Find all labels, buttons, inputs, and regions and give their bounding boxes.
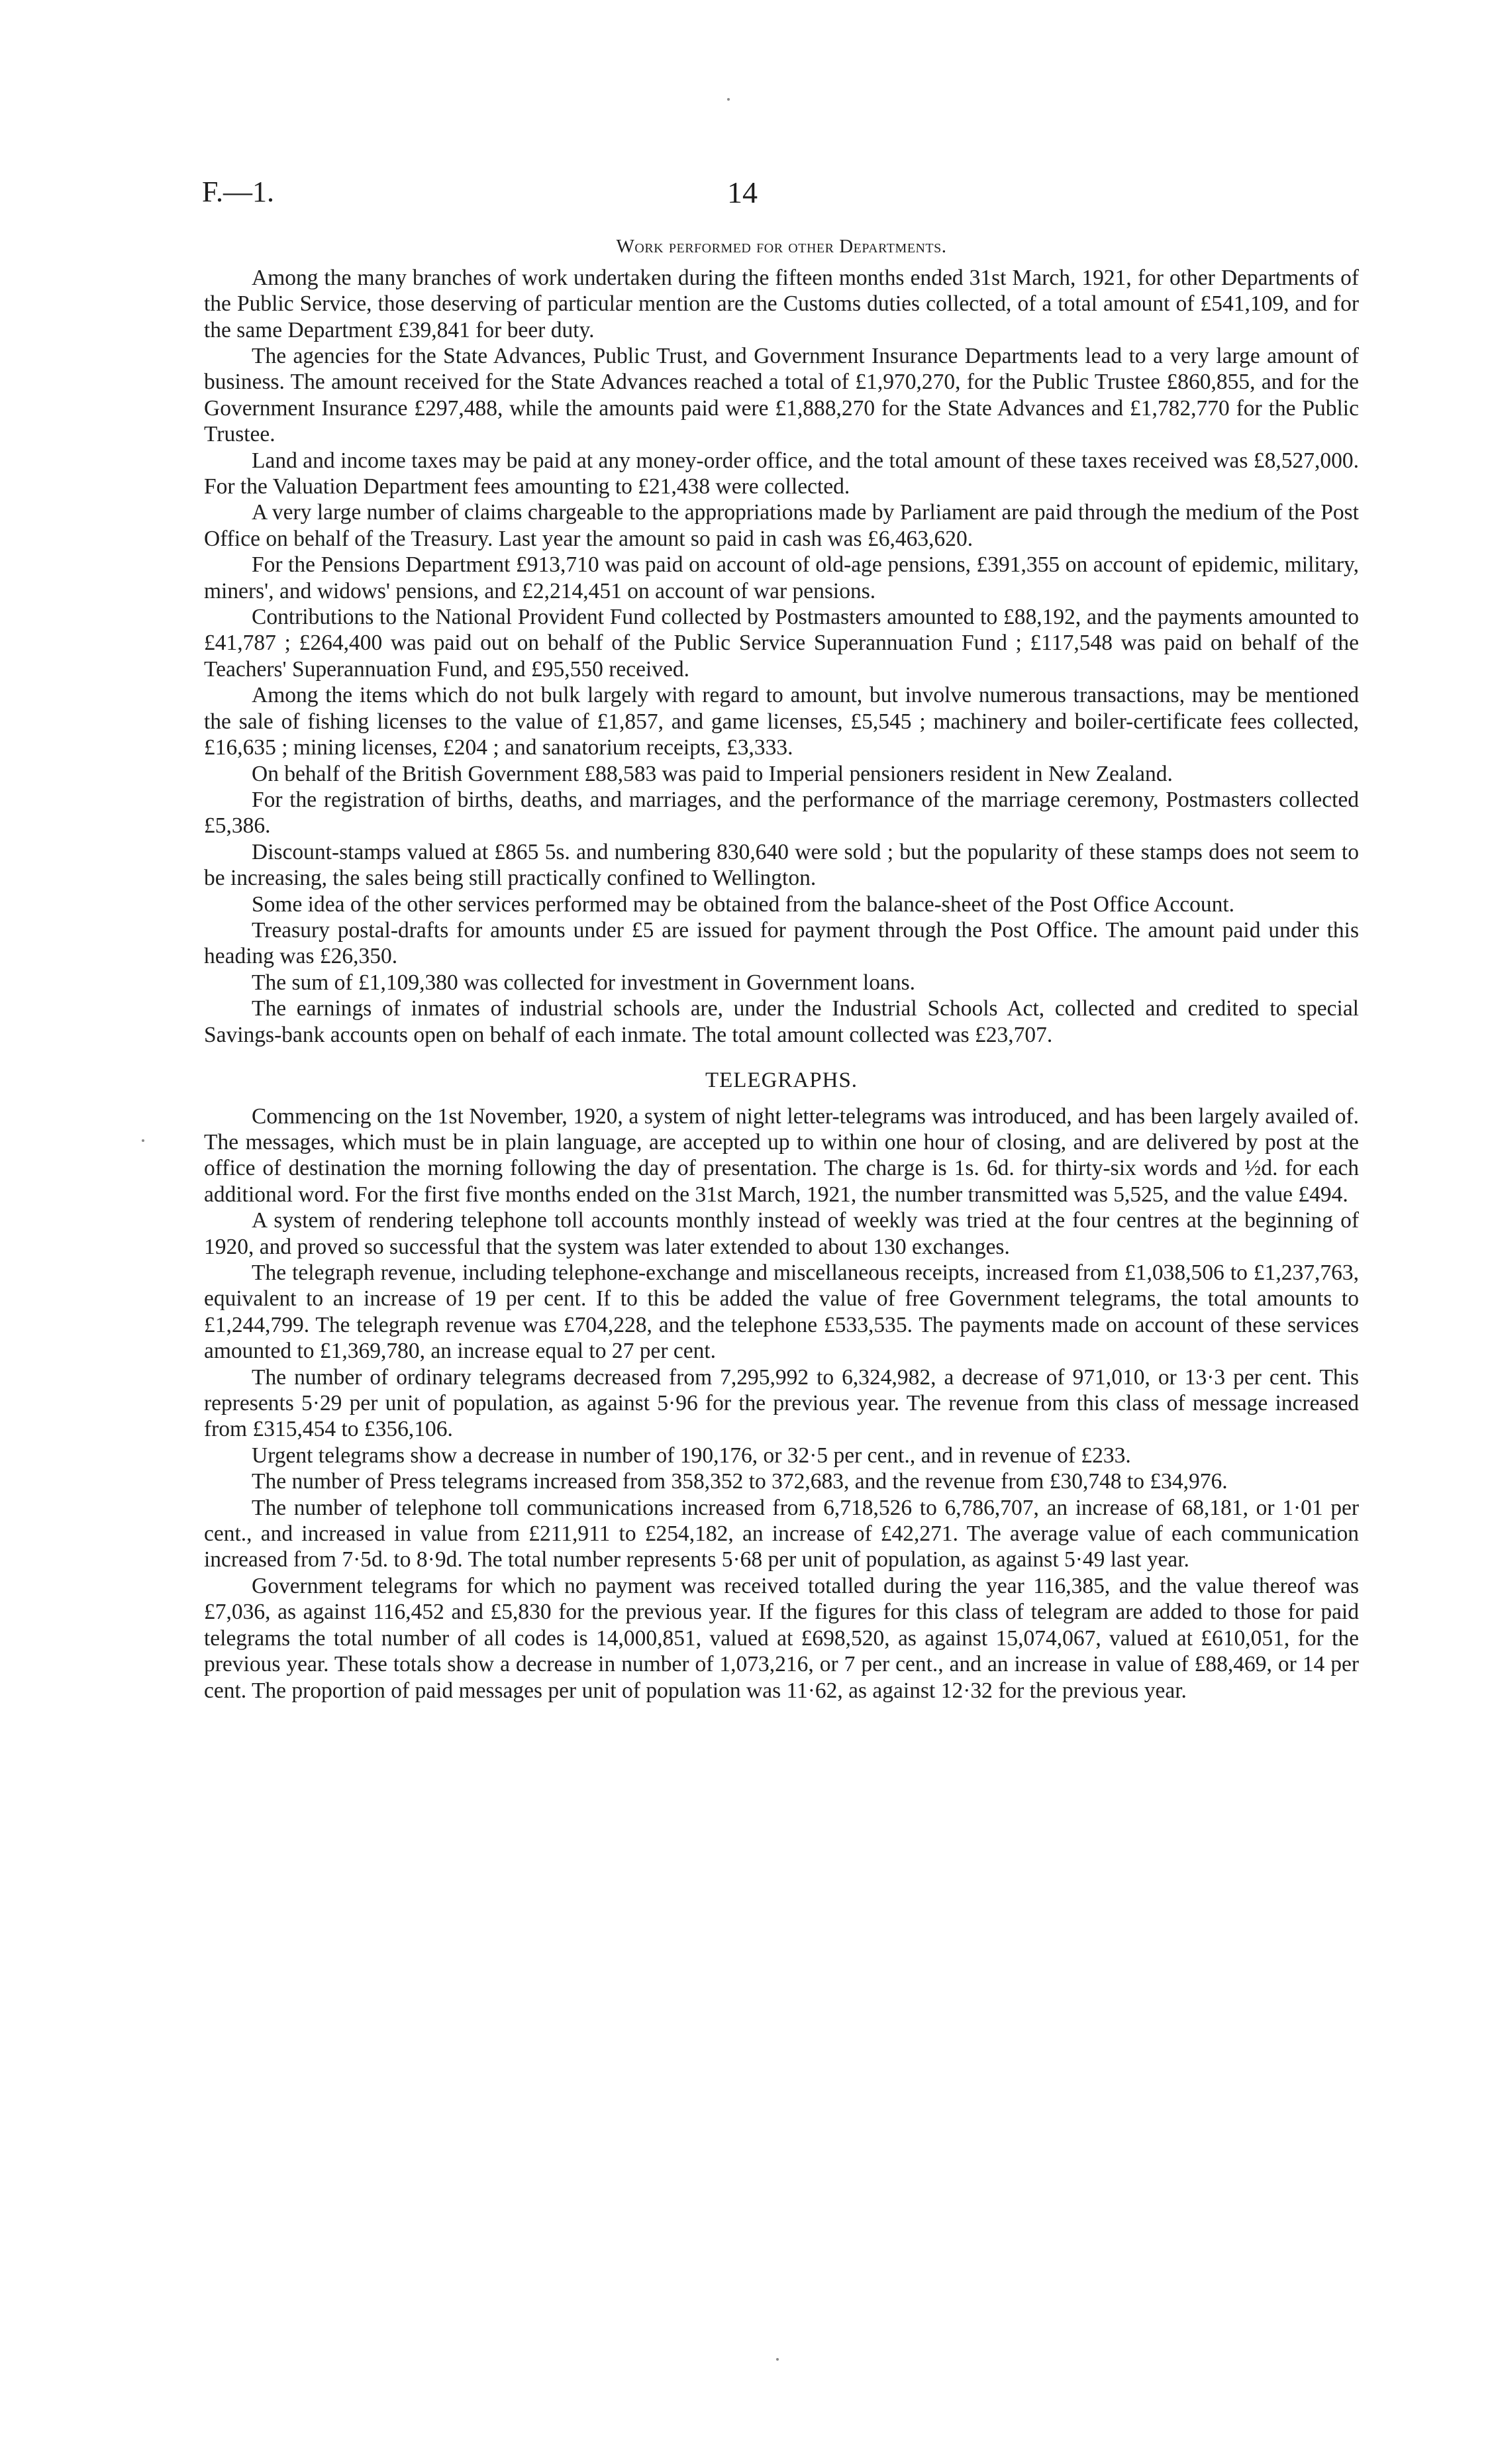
main-text-column <box>204 235 1359 2428</box>
paragraph: Among the items which do not bulk largely with regard to amount, but involve numerous transactions, may be mentioned the sale of fishing licenses to the value of £1,857, and game licenses, £5,545 ; machinery and boiler-certificate fees collected, £16,635 ; mining licenses, £204 ; and sanatorium receipts, £3,333. <box>204 683 1359 760</box>
section-title: Work performed for other Departments. <box>616 236 947 257</box>
paragraph: A very large number of claims chargeable to the appropriations made by Parliament are paid through the medium of the Post Office on behalf of the Treasury. Last year the amount so paid in cash was £6,463,620. <box>204 500 1359 551</box>
paragraph: The number of Press telegrams increased from 358,352 to 372,683, and the revenue from £30,748 to £34,976. <box>252 1469 1228 1494</box>
paragraph: Among the many branches of work undertaken during the fifteen months ended 31st March, 1921, for other Departments of the Public Service, those deserving of particular mention are the Customs duties collected, of a total amount of £541,109, and for the same Department £39,841 for beer duty. <box>204 265 1359 342</box>
paragraph: A system of rendering telephone toll accounts monthly instead of weekly was tried at the four centres at the beginning of 1920, and proved so successful that the system was later extended to about 130 exchanges. <box>204 1208 1359 1259</box>
paragraph: Some idea of the other services performed may be obtained from the balance-sheet of the Post Office Account. <box>252 892 1235 917</box>
page-number: 14 <box>727 176 758 209</box>
paragraph: For the Pensions Department £913,710 was paid on account of old-age pensions, £391,355 on account of epidemic, military, miners', and widows' pensions, and £2,214,451 on account of war pensions. <box>204 552 1359 603</box>
paragraph: The agencies for the State Advances, Public Trust, and Government Insurance Departments lead to a very large amount of business. The amount received for the State Advances reached a total of £1,970,270, for the Public Trustee £860,855, and for the Government Insurance £297,488, while the amounts paid were £1,888,270 for the State Advances and £1,782,770 for the Public Trustee. <box>204 344 1359 447</box>
paragraph: Urgent telegrams show a decrease in number of 190,176, or 32·5 per cent., and in revenue of £233. <box>252 1443 1131 1468</box>
paragraph: Contributions to the National Provident Fund collected by Postmasters amounted to £88,192, and the payments amounted to £41,787 ; £264,400 was paid out on behalf of the Public Service Superannuation Fund ; £117,548 was paid on behalf of the Teachers' Superannuation Fund, and £95,550 received. <box>204 605 1359 682</box>
section-heading-telegraphs: TELEGRAPHS. <box>705 1068 858 1092</box>
paragraph: Government telegrams for which no payment was received totalled during the year 116,385, and the value thereof was £7,036, as against 116,452 and £5,830 for the previous year. If the figures for this class of telegram are added to those for paid telegrams the total number of all codes is 14,000,851, valued at £698,520, as against 15,074,067, valued at £610,051, for the previous year. These totals show a decrease in number of 1,073,216, or 7 per cent., and an increase in value of £88,469, or 14 per cent. The proportion of paid messages per unit of population was 11·62, as against 12·32 for the previous year. <box>204 1573 1359 1703</box>
paragraph: On behalf of the British Government £88,583 was paid to Imperial pensioners resident in New Zealand. <box>252 761 1173 786</box>
document-reference: F.—1. <box>202 176 274 208</box>
paragraph: The telegraph revenue, including telephone-exchange and miscellaneous receipts, increased from £1,038,506 to £1,237,763, equivalent to an increase of 19 per cent. If to this be added the value of free Government telegrams, the total amounts to £1,244,799. The telegraph revenue was £704,228, and the telephone £533,535. The payments made on account of these services amounted to £1,369,780, an increase equal to 27 per cent. <box>204 1260 1359 1364</box>
paragraph: Land and income taxes may be paid at any money-order office, and the total amount of these taxes received was £8,527,000. For the Valuation Department fees amounting to £21,438 were collected. <box>204 448 1359 499</box>
paragraph: Discount-stamps valued at £865 5s. and numbering 830,640 were sold ; but the popularity of these stamps does not seem to be increasing, the sales being still practically confined to Wellington. <box>204 839 1359 891</box>
paragraph: The earnings of inmates of industrial schools are, under the Industrial Schools Act, collected and credited to special Savings-bank accounts open on behalf of each inmate. The total amount collected was £23,707. <box>204 996 1359 1047</box>
paragraph: Treasury postal-drafts for amounts under £5 are issued for payment through the Post Office. The amount paid under this heading was £26,350. <box>204 917 1359 969</box>
paragraph: The sum of £1,109,380 was collected for investment in Government loans. <box>252 970 915 995</box>
paragraph: The number of ordinary telegrams decreased from 7,295,992 to 6,324,982, a decrease of 971,010, or 13·3 per cent. This represents 5·29 per unit of population, as against 5·96 for the previous year. The revenue from this class of message increased from £315,454 to £356,106. <box>204 1364 1359 1442</box>
paragraph: Commencing on the 1st November, 1920, a system of night letter-telegrams was introduced, and has been largely availed of. The messages, which must be in plain language, are accepted up to within one hour of closing, and are delivered by post at the office of destination the morning following the day of presentation. The charge is 1s. 6d. for thirty-six words and ½d. for each additional word. For the first five months ended on the 31st March, 1921, the number transmitted was 5,525, and the value £494. <box>204 1104 1359 1207</box>
scan-dot-top <box>727 98 730 101</box>
scan-dot-left <box>142 1139 144 1142</box>
section-heading-other-departments <box>204 235 1359 258</box>
paragraph: For the registration of births, deaths, and marriages, and the performance of the marriage ceremony, Postmasters collected £5,386. <box>204 787 1359 839</box>
paragraph: The number of telephone toll communications increased from 6,718,526 to 6,786,707, an increase of 68,181, or 1·01 per cent., and increased in value from £211,911 to £254,182, an increase of £42,271. The average value of each communication increased from 7·5d. to 8·9d. The total number represents 5·68 per unit of population, as against 5·49 last year. <box>204 1495 1359 1572</box>
